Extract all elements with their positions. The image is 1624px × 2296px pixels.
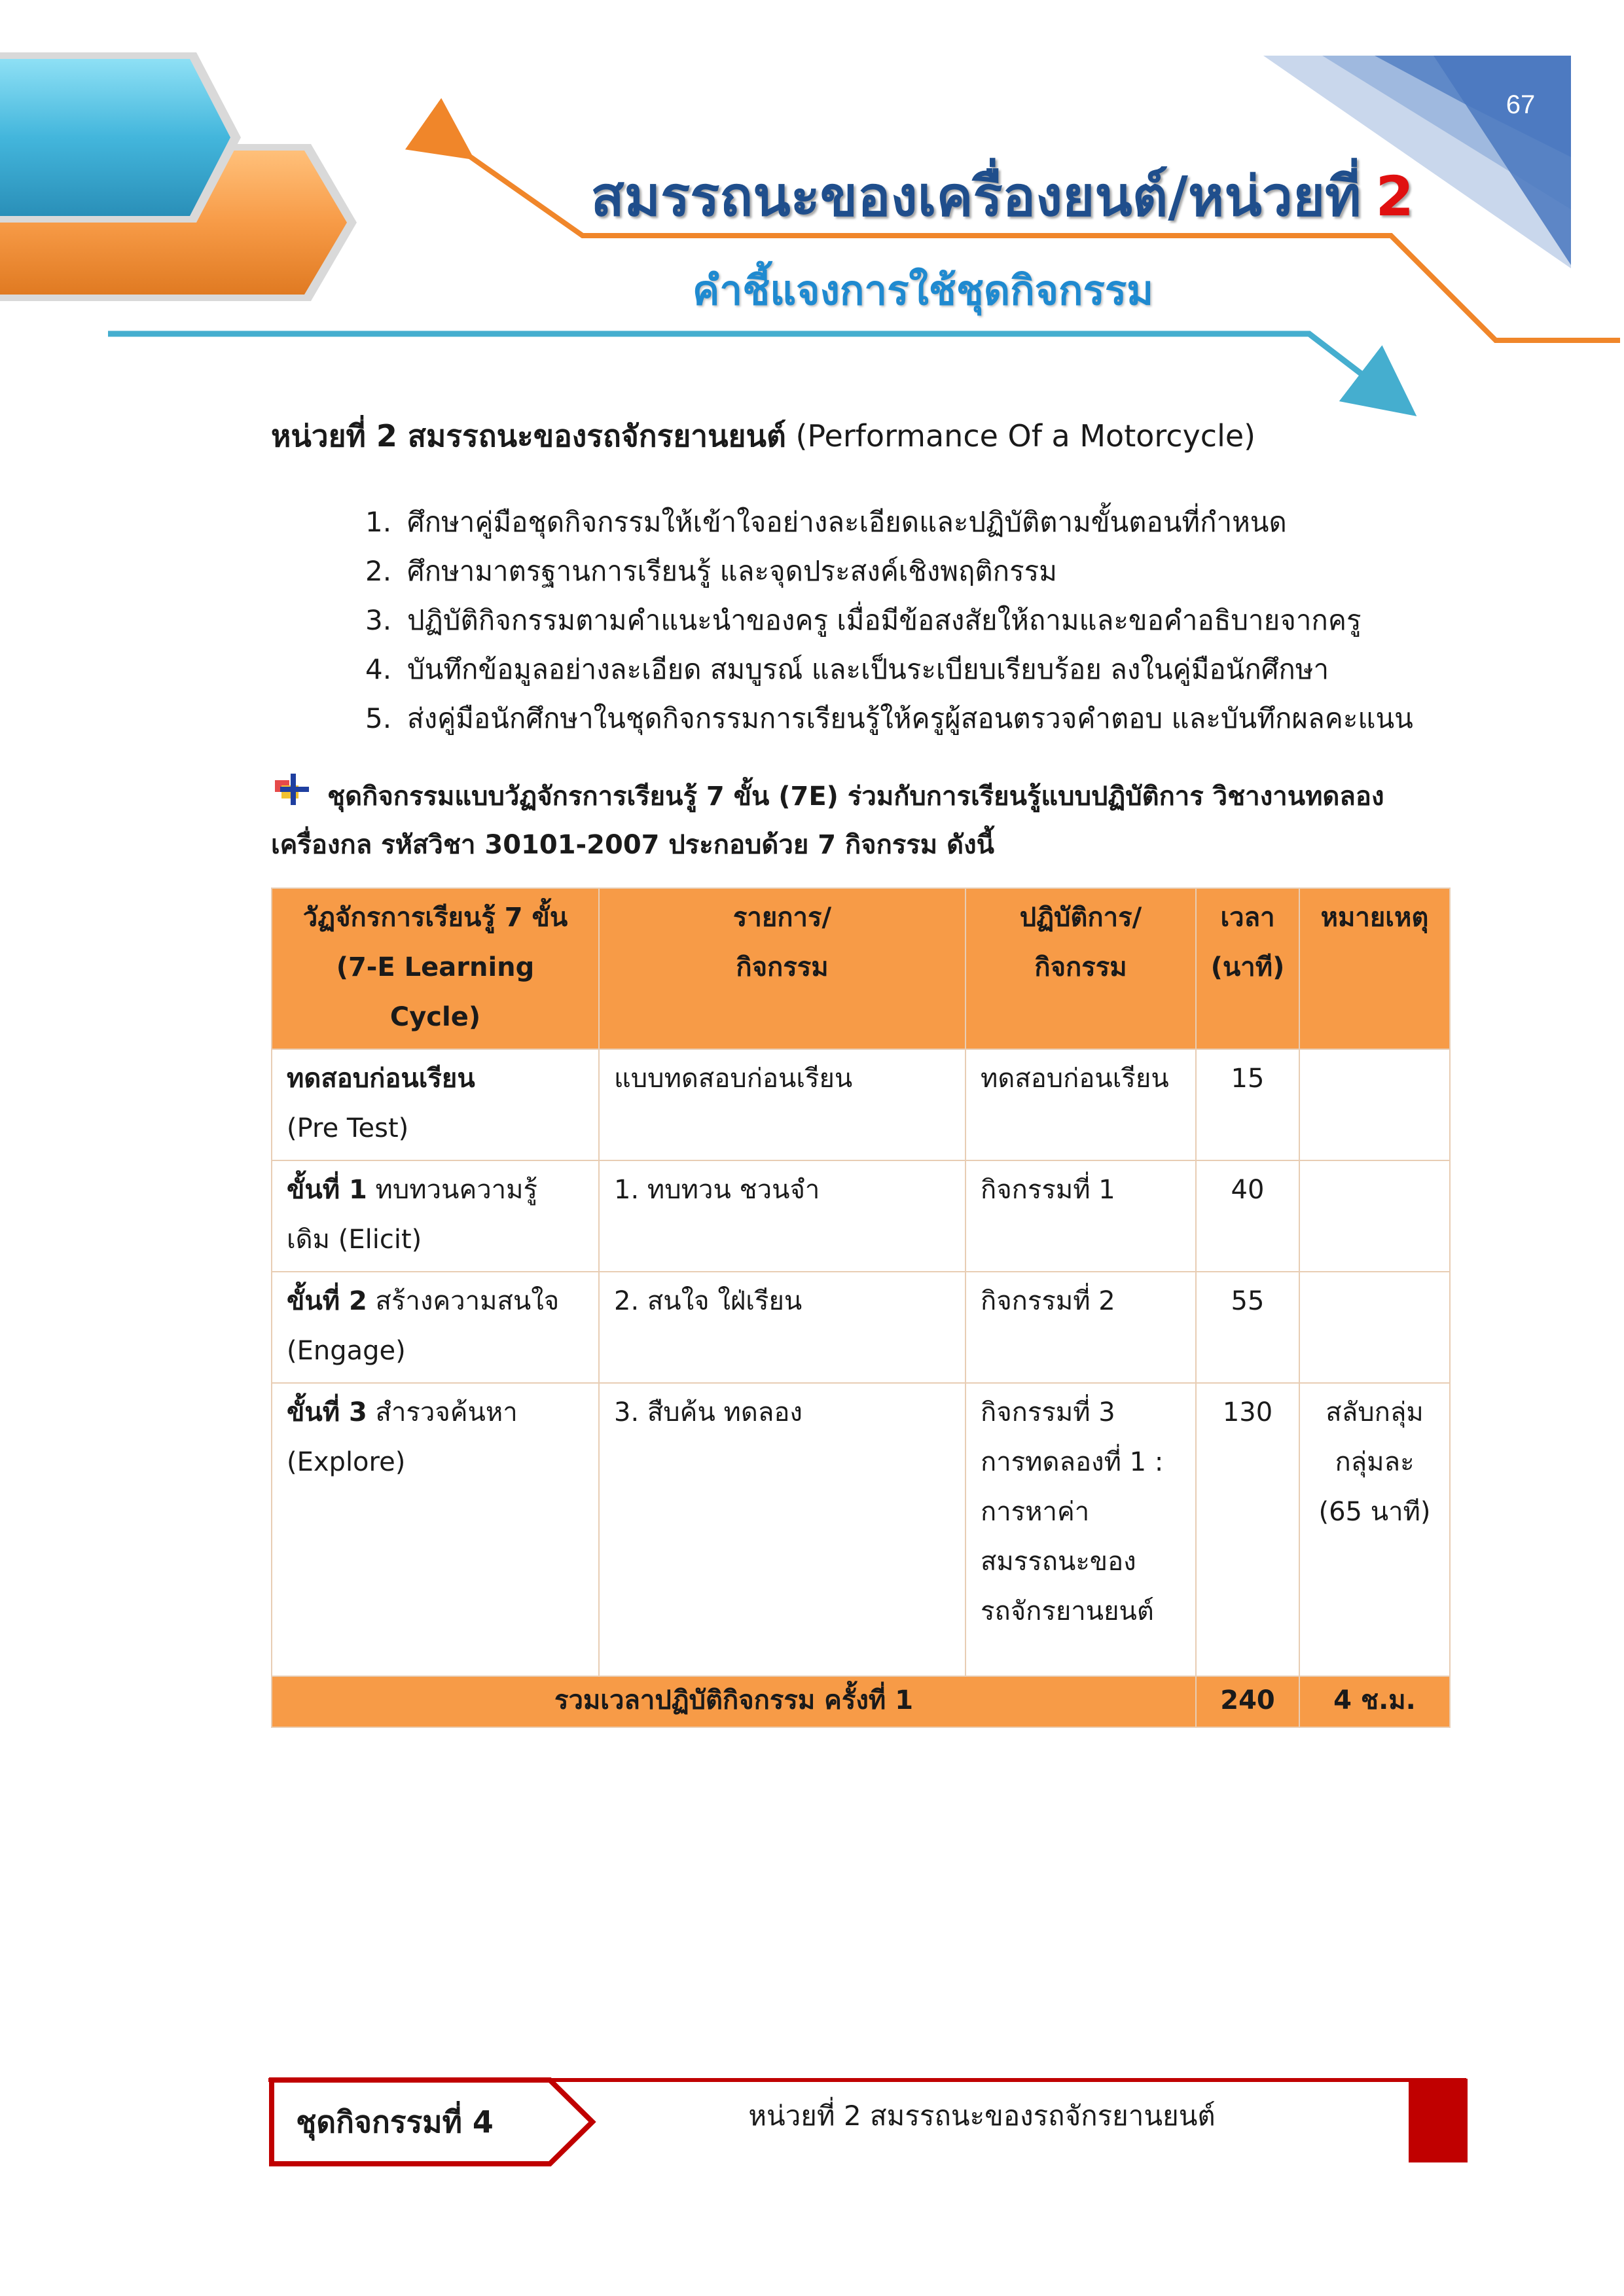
step-text-line2: เดิม (Elicit)	[287, 1225, 422, 1255]
list-item-number: 5.	[365, 702, 392, 734]
step-text-line2: (Pre Test)	[287, 1113, 409, 1143]
list-item-number: 4.	[365, 653, 392, 685]
cell-item: แบบทดสอบก่อนเรียน	[599, 1049, 965, 1160]
footer-activity-set: ชุดกิจกรรมที่ 4	[296, 2104, 494, 2140]
header-line: กิจกรรม	[1034, 952, 1127, 982]
cell-note	[1299, 1049, 1450, 1160]
cell-item: 3. สืบค้น ทดลอง	[599, 1383, 965, 1676]
instruction-list	[365, 497, 1413, 743]
step-text-line2: (Engage)	[287, 1336, 406, 1366]
cell-note	[1299, 1272, 1450, 1383]
column-header-practice	[965, 888, 1196, 1049]
cell-step	[272, 1160, 599, 1272]
cell-practice: กิจกรรมที่ 2	[965, 1272, 1196, 1383]
step-text: สำรวจค้นหา	[367, 1397, 518, 1427]
cell-time: 15	[1196, 1049, 1299, 1160]
page-title-text: สมรรถนะของเครื่องยนต์/หน่วยที่	[590, 164, 1362, 228]
list-item-text: ส่งคู่มือนักศึกษาในชุดกิจกรรมการเรียนรู้ให้ครูผู้สอนตรวจคำตอบ และบันทึกผลคะแนน	[407, 702, 1413, 734]
list-item	[365, 645, 1413, 694]
cell-time: 40	[1196, 1160, 1299, 1272]
page-number: 67	[1506, 90, 1536, 119]
list-item	[365, 547, 1413, 596]
unit-heading-english: (Performance Of a Motorcycle)	[785, 418, 1256, 454]
cell-note	[1299, 1160, 1450, 1272]
header-line: ปฏิบัติการ/	[1019, 903, 1142, 933]
list-item-number: 3.	[365, 604, 392, 636]
table-total-row	[272, 1676, 1450, 1727]
list-item-text: ศึกษาคู่มือชุดกิจกรรมให้เข้าใจอย่างละเอียดและปฏิบัติตามขั้นตอนที่กำหนด	[407, 506, 1287, 538]
page-subtitle: คำชี้แจงการใช้ชุดกิจกรรม	[692, 266, 1154, 314]
total-label: รวมเวลาปฏิบัติกิจกรรม ครั้งที่ 1	[272, 1676, 1196, 1727]
list-item	[365, 694, 1413, 743]
cell-practice: กิจกรรมที่ 1	[965, 1160, 1196, 1272]
header-line: กิจกรรม	[736, 952, 829, 982]
header-line: เวลา	[1220, 903, 1275, 933]
intro-line-2: เครื่องกล รหัสวิชา 30101-2007 ประกอบด้วย 7 กิจกรรม ดังนี้	[271, 830, 994, 860]
column-header-note	[1299, 888, 1450, 1049]
list-item-text: ศึกษามาตรฐานการเรียนรู้ และจุดประสงค์เชิงพฤติกรรม	[407, 555, 1057, 587]
step-label: ทดสอบก่อนเรียน	[287, 1064, 475, 1094]
intro-line-1: ชุดกิจกรรมแบบวัฏจักรการเรียนรู้ 7 ขั้น (7E) ร่วมกับการเรียนรู้แบบปฏิบัติการ วิชางานทดลอง	[327, 781, 1384, 812]
table-header-row	[272, 888, 1450, 1049]
step-text: สร้างความสนใจ	[367, 1286, 560, 1316]
column-header-time	[1196, 888, 1299, 1049]
cell-step	[272, 1049, 599, 1160]
cell-note: สลับกลุ่ม กลุ่มละ (65 นาที)	[1299, 1383, 1450, 1676]
table-row	[272, 1160, 1450, 1272]
cell-step	[272, 1383, 599, 1676]
unit-heading-thai: หน่วยที่ 2 สมรรถนะของรถจักรยานยนต์	[271, 418, 786, 454]
list-item	[365, 497, 1413, 547]
column-header-item	[599, 888, 965, 1049]
cell-time: 130	[1196, 1383, 1299, 1676]
list-item-text: บันทึกข้อมูลอย่างละเอียด สมบูรณ์ และเป็นระเบียบเรียบร้อย ลงในคู่มือนักศึกษา	[407, 653, 1329, 685]
table-row	[272, 1049, 1450, 1160]
step-label: ขั้นที่ 3	[287, 1397, 367, 1427]
cell-practice: กิจกรรมที่ 3 การทดลองที่ 1 : การหาค่า สมรรถนะของ รถจักรยานยนต์	[965, 1383, 1196, 1676]
blue-arrow-line	[108, 334, 1407, 409]
list-item-number: 2.	[365, 555, 392, 587]
list-item-number: 1.	[365, 506, 392, 538]
list-item-text: ปฏิบัติกิจกรรมตามคำแนะนำของครู เมื่อมีข้อสงสัยให้ถามและขอคำอธิบายจากครู	[407, 604, 1362, 636]
table-row	[272, 1272, 1450, 1383]
page-title	[458, 152, 1414, 240]
footer-unit-title: หน่วยที่ 2 สมรรถนะของรถจักรยานยนต์	[748, 2100, 1216, 2132]
activity-schedule-table	[271, 888, 1451, 1728]
header-line: (7-E Learning Cycle)	[336, 952, 535, 1032]
column-header-cycle	[272, 888, 599, 1049]
step-text: ทบทวนความรู้	[367, 1175, 537, 1205]
cell-time: 55	[1196, 1272, 1299, 1383]
list-item	[365, 596, 1413, 645]
total-note: 4 ช.ม.	[1299, 1676, 1450, 1727]
header-line: วัฏจักรการเรียนรู้ 7 ขั้น	[302, 903, 568, 933]
page-title-number: 2	[1375, 164, 1414, 228]
cell-item: 1. ทบทวน ชวนจำ	[599, 1160, 965, 1272]
header-line: (นาที)	[1210, 952, 1285, 982]
cell-item: 2. สนใจ ใฝ่เรียน	[599, 1272, 965, 1383]
step-label: ขั้นที่ 1	[287, 1175, 367, 1205]
cell-step	[272, 1272, 599, 1383]
header-line: รายการ/	[732, 903, 832, 933]
total-time: 240	[1196, 1676, 1299, 1727]
step-label: ขั้นที่ 2	[287, 1286, 367, 1316]
header-line: หมายเหตุ	[1320, 903, 1429, 933]
activity-set-intro	[271, 772, 1449, 869]
step-text-line2: (Explore)	[287, 1447, 406, 1477]
cell-practice: ทดสอบก่อนเรียน	[965, 1049, 1196, 1160]
table-row	[272, 1383, 1450, 1676]
unit-heading	[271, 412, 1255, 460]
